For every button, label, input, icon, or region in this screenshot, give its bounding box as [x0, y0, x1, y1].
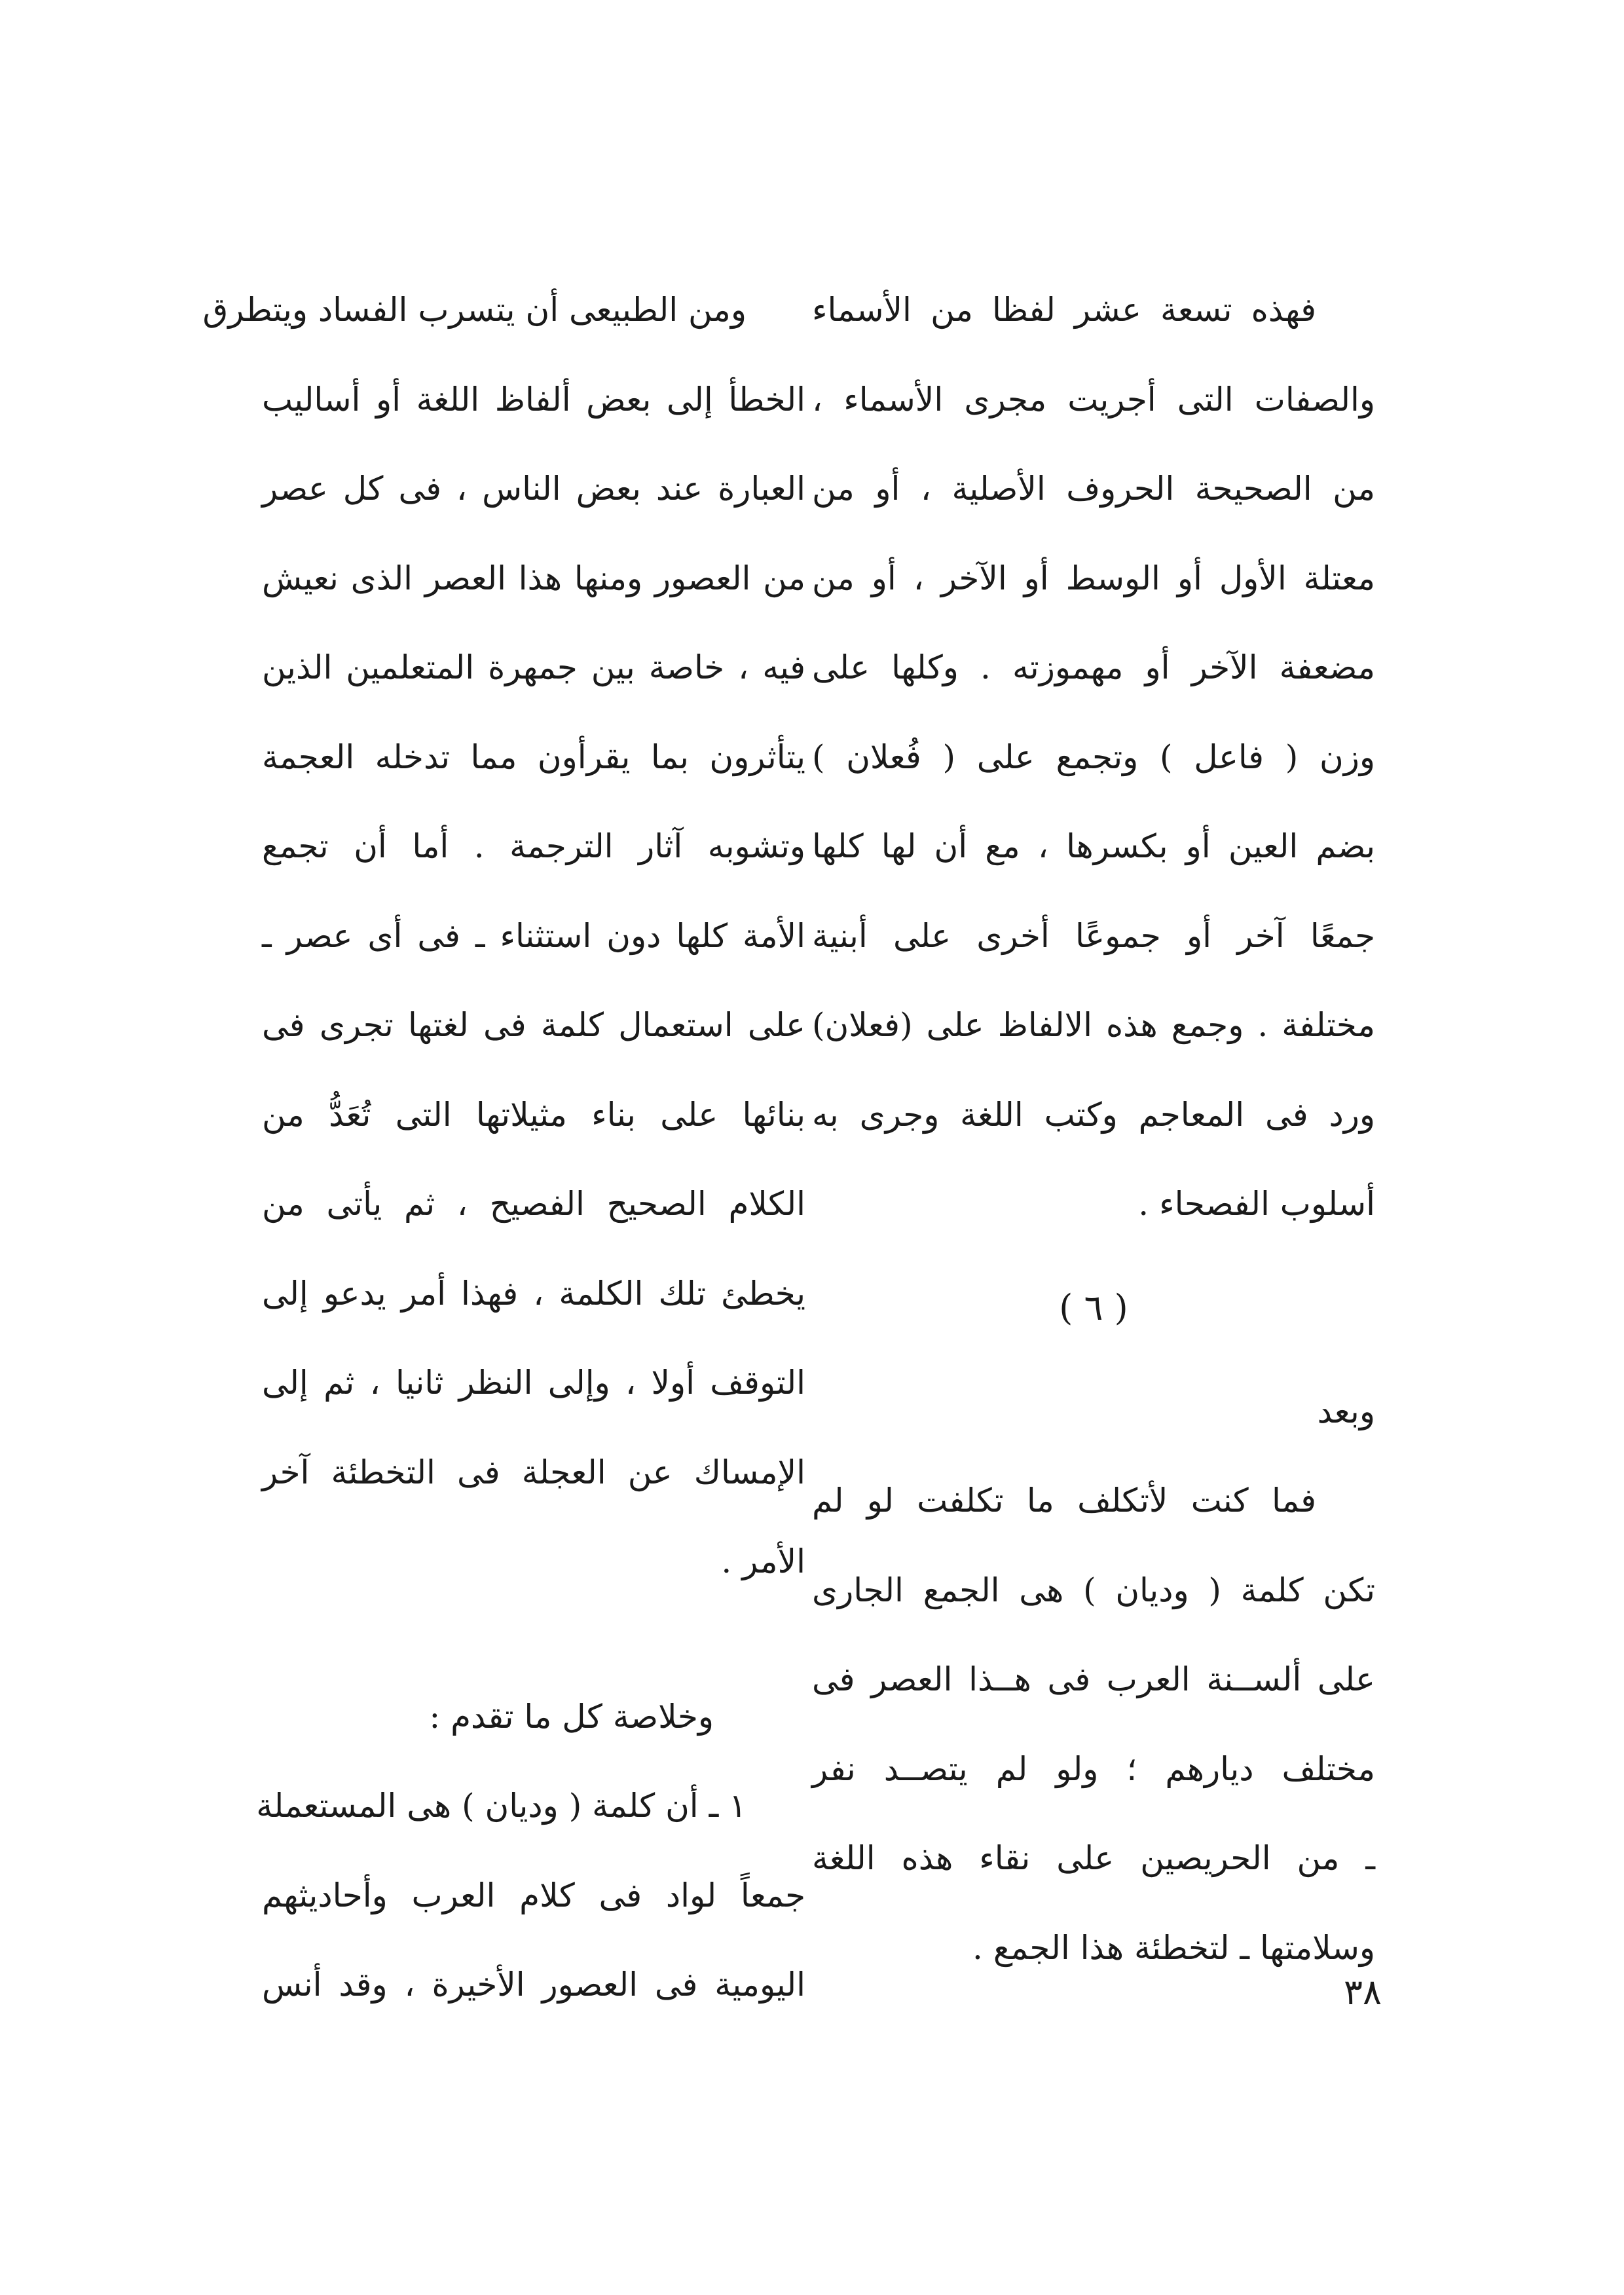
text-line: ومن الطبيعى أن يتسرب الفساد ويتطرق	[202, 291, 747, 329]
text-line: فهذه تسعة عشر لفظا من الأسماء	[812, 291, 1316, 329]
text-line: والصفات التى أجريت مجرى الأسماء ،	[812, 380, 1375, 419]
text-line: الكلام الصحيح الفصيح ، ثم يأتى من	[262, 1185, 805, 1223]
text-line: اليومية فى العصور الأخيرة ، وقد أنس	[262, 1966, 805, 2004]
text-line: على ألســنة العرب فى هــذا العصر فى	[812, 1660, 1375, 1698]
section-number: ( ٦ )	[1059, 1286, 1128, 1328]
text-line: ـ من الحريصين على نقاء هذه اللغة	[812, 1839, 1375, 1877]
text-line: وتشوبه آثار الترجمة . أما أن تجمع	[262, 827, 805, 865]
text-line: جمعاً لواد فى كلام العرب وأحاديثهم	[262, 1876, 805, 1914]
text-line: من العصور ومنها هذا العصر الذى نعيش	[262, 559, 805, 597]
right-column	[812, 265, 1375, 1992]
text-line: مختلفة . وجمع هذه الالفاظ على (فعلان)	[812, 1006, 1375, 1044]
text-line: بنائها على بناء مثيلاتها التى تُعَدُّ من	[262, 1095, 805, 1134]
paragraph-gap	[262, 1607, 805, 1672]
text-line: مضعفة الآخر أو مهموزته . وكلها على	[812, 648, 1375, 686]
text-line: ورد فى المعاجم وكتب اللغة وجرى به	[812, 1095, 1375, 1134]
text-line: مختلف ديارهم ؛ ولو لم يتصــد نفر	[812, 1749, 1375, 1788]
text-line: يخطئ تلك الكلمة ، فهذا أمر يدعو إلى	[262, 1274, 805, 1313]
section-heading: وبعد	[1317, 1392, 1375, 1430]
text-line: جمعًا آخر أو جموعًا أخرى على أبنية	[812, 916, 1375, 955]
left-column	[202, 265, 805, 2030]
text-line: وسلامتها ـ لتخطئة هذا الجمع .	[972, 1928, 1375, 1967]
text-line: العبارة عند بعض الناس ، فى كل عصر	[262, 470, 805, 508]
text-line: فما كنت لأتكلف ما تكلفت لو لم	[812, 1482, 1316, 1520]
text-line: الأمر .	[721, 1542, 805, 1580]
text-line: أسلوب الفصحاء .	[1138, 1185, 1375, 1223]
text-line: فيه ، خاصة بين جمهرة المتعلمين الذين	[262, 648, 805, 686]
text-line: على استعمال كلمة فى لغتها تجرى فى	[262, 1006, 805, 1044]
text-line: التوقف أولا ، وإلى النظر ثانيا ، ثم إلى	[262, 1364, 805, 1402]
page-number: ٣٨	[1343, 1971, 1382, 2013]
text-line: الأمة كلها دون استثناء ـ فى أى عصر ـ	[262, 916, 805, 955]
text-line: من الصحيحة الحروف الأصلية ، أو من	[812, 470, 1375, 508]
text-line: معتلة الأول أو الوسط أو الآخر ، أو من	[812, 559, 1375, 597]
text-line: بضم العين أو بكسرها ، مع أن لها كلها	[812, 827, 1375, 865]
text-line: يتأثرون بما يقرأون مما تدخله العجمة	[262, 737, 805, 776]
text-line: تكن كلمة ( وديان ) هى الجمع الجارى	[812, 1571, 1375, 1609]
text-line: الخطأ إلى بعض ألفاظ اللغة أو أساليب	[262, 380, 805, 419]
text-line: ١ ـ أن كلمة ( وديان ) هى المستعملة	[256, 1787, 747, 1825]
text-line: وزن ( فاعل ) وتجمع على ( فُعلان )	[812, 737, 1375, 776]
summary-heading: وخلاصة كل ما تقدم :	[429, 1697, 714, 1736]
text-line: الإمساك عن العجلة فى التخطئة آخر	[262, 1453, 805, 1491]
